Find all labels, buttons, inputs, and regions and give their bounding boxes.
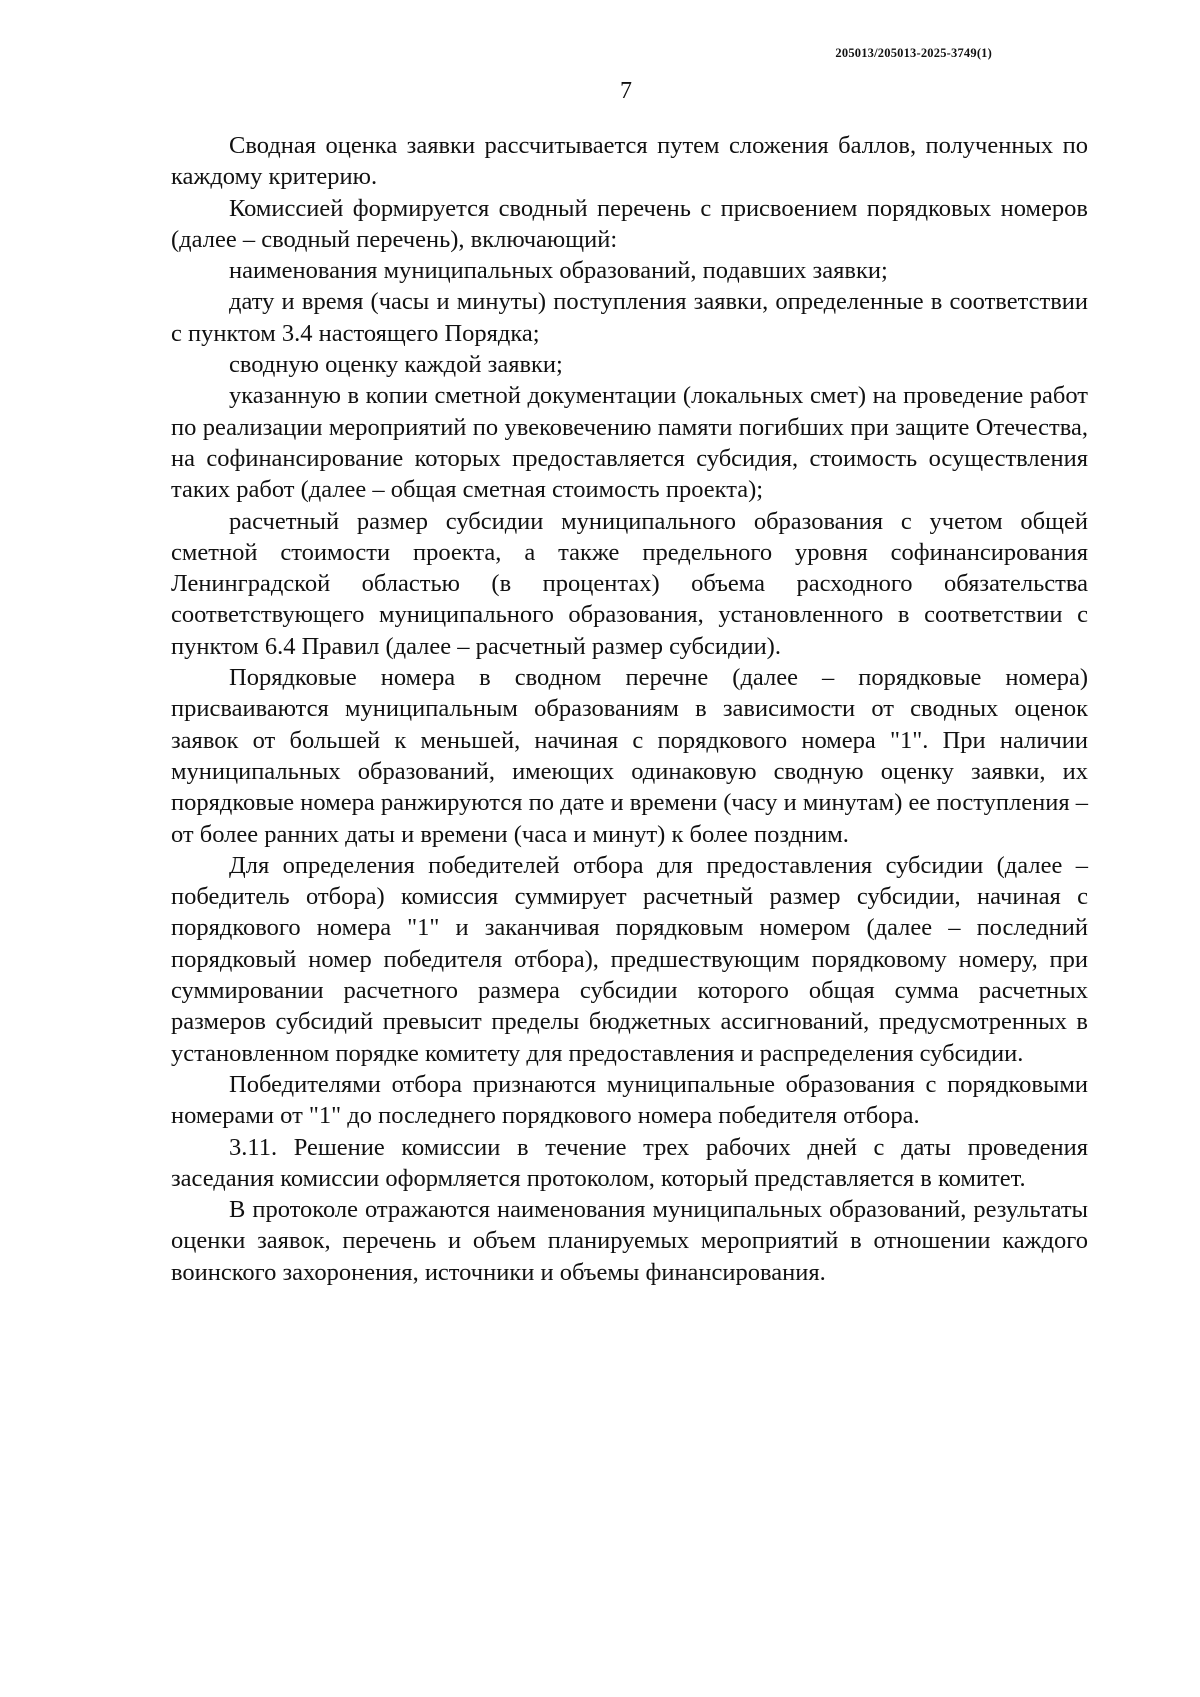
paragraph: Комиссией формируется сводный перечень с присвоением порядковых номеров (далее – сводный перечень), включающий: xyxy=(171,194,1088,253)
paragraph: расчетный размер субсидии муниципального образования с учетом общей сметной стоимости проекта, а также предельного уровня софинансирования Ленинградской областью (в процентах) объема расходного обязательства соответствующего муниципального образования, установленного в соответствии с пунктом 6.4 Правил (далее – расчетный размер субсидии). xyxy=(171,507,1088,660)
paragraph: наименования муниципальных образований, подавших заявки; xyxy=(229,257,888,285)
document-id: 205013/205013-2025-3749(1) xyxy=(835,46,992,60)
paragraph: Победителями отбора признаются муниципальные образования с порядковыми номерами от "1" до последнего порядкового номера победителя отбора. xyxy=(171,1070,1088,1130)
paragraph: В протоколе отражаются наименования муниципальных образований, результаты оценки заявок, перечень и объем планируемых мероприятий в отношении каждого воинского захоронения, источники и объемы финансирования. xyxy=(171,1196,1088,1286)
page-number: 7 xyxy=(620,78,632,104)
paragraph: 3.11. Решение комиссии в течение трех рабочих дней с даты проведения заседания комиссии оформляется протоколом, который представляется в комитет. xyxy=(171,1133,1088,1192)
paragraph: дату и время (часы и минуты) поступления заявки, определенные в соответствии с пунктом 3.4 настоящего Порядка; xyxy=(171,288,1088,347)
paragraph: указанную в копии сметной документации (локальных смет) на проведение работ по реализации мероприятий по увековечению памяти погибших при защите Отечества, на софинансирование которых предоставляется субсидия, стоимость осуществления таких работ (далее – общая сметная стоимость проекта); xyxy=(171,382,1088,504)
paragraph: сводную оценку каждой заявки; xyxy=(229,351,563,379)
paragraph: Для определения победителей отбора для предоставления субсидии (далее – победитель отбора) комиссия суммирует расчетный размер субсидии, начиная с порядкового номера "1" и заканчивая порядковым номером (далее – последний порядковый номер победителя отбора), предшествующим порядковому номеру, при суммировании расчетного размера субсидии которого общая сумма расчетных размеров субсидий превысит пределы бюджетных ассигнований, предусмотренных в установленном порядке комитету для предоставления и распределения субсидии. xyxy=(171,851,1088,1067)
paragraph: Порядковые номера в сводном перечне (далее – порядковые номера) присваиваются муниципальным образованиям в зависимости от сводных оценок заявок от большей к меньшей, начиная с порядкового номера "1". При наличии муниципальных образований, имеющих одинаковую сводную оценку заявки, их порядковые номера ранжируются по дате и времени (часу и минутам) ее поступления – от более ранних даты и времени (часа и минут) к более поздним. xyxy=(171,664,1088,848)
document-body xyxy=(171,130,1088,1288)
paragraph: Сводная оценка заявки рассчитывается путем сложения баллов, полученных по каждому критерию. xyxy=(171,132,1088,191)
